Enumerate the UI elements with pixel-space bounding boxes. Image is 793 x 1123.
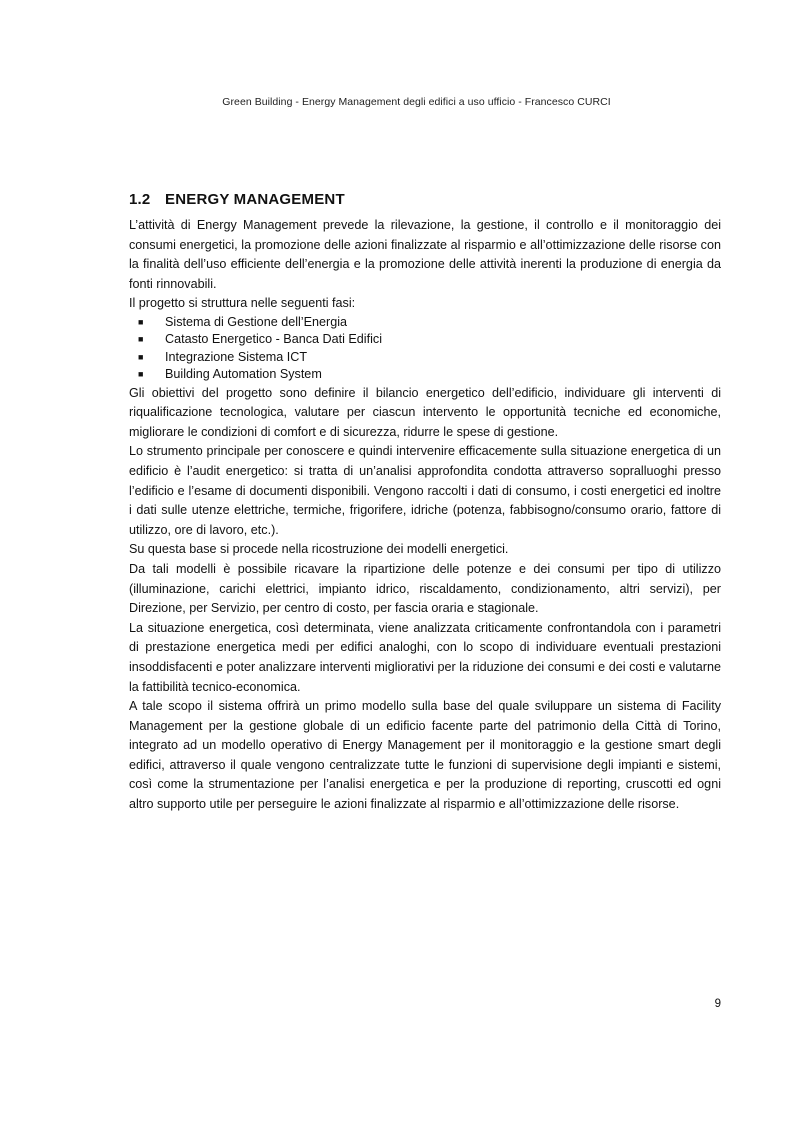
paragraph-models: Su questa base si procede nella ricostruzione dei modelli energetici. — [129, 542, 509, 557]
list-item: ■ Building Automation System — [129, 366, 721, 383]
paragraph-facility-management: A tale scopo il sistema offrirà un primo modello sulla base del quale sviluppare un sistema di Facility Management per la gestione globale di un edificio facente parte del patrimonio della Città di Torino, integrato ad un modello operativo di Energy Management per il monitoraggio e la gestione smart degli edifici, attraverso il quale vengono centralizzate tutte le funzioni di supervisione degli impianti e sistemi, così come la strumentazione per l’analisi energetica e per la produzione di reporting, cruscotti ed ogni altro supporto utile per perseguire le azioni finalizzate al risparmio e all’ottimizzazione delle risorse. — [129, 699, 721, 812]
square-bullet-icon: ■ — [138, 316, 144, 327]
paragraph-analysis: La situazione energetica, così determinata, viene analizzata criticamente confrontandola con i parametri di prestazione energetica medi per edifici analoghi, con lo scopo di individuare eventuali prestazioni insoddisfacenti e poter analizzare interventi migliorativi per la riduzione dei consumi e dei costi e valutarne la fattibilità tecnico-economica. — [129, 620, 721, 694]
page-body — [129, 190, 721, 815]
paragraph-breakdown: Da tali modelli è possibile ricavare la ripartizione delle potenze e dei consumi per tipo di utilizzo (illuminazione, carichi elettrici, impianto idrico, riscaldamento, condizionamento, altri servizi), per Direzione, per Servizio, per centro di costo, per fascia oraria e stagionale. — [129, 561, 721, 616]
page-number: 9 — [714, 998, 721, 1010]
paragraph-intro: L’attività di Energy Management prevede la rilevazione, la gestione, il controllo e il monitoraggio dei consumi energetici, la promozione delle azioni finalizzate al risparmio e all’ottimizzazione delle risorse con la finalità dell’uso efficiente dell’energia e la promozione delle attività inerenti la produzione di energia da fonti rinnovabili. — [129, 218, 721, 291]
running-header: Green Building - Energy Management degli edifici a uso ufficio - Francesco CURCI — [222, 96, 611, 108]
list-item: ■ Sistema di Gestione dell’Energia — [129, 314, 721, 331]
section-number: 1.2 — [129, 191, 151, 208]
paragraph-audit: Lo strumento principale per conoscere e quindi intervenire efficacemente sulla situazione energetica di un edificio è l’audit energetico: si tratta di un’analisi approfondita condotta attraverso sopralluoghi presso l’edificio e l’esame di documenti disponibili. Vengono raccolti i dati di consumo, i costi energetici ed inoltre i dati sulle utenze elettriche, termiche, frigorifere, idriche (potenza, fabbisogno/consumo orario, fattore di utilizzo, ore di lavoro, etc.). — [129, 444, 721, 537]
square-bullet-icon: ■ — [138, 351, 144, 362]
paragraph-objectives: Gli obiettivi del progetto sono definire il bilancio energetico dell’edificio, individuare gli interventi di riqualificazione tecnologica, valutare per ciascun intervento le opportunità tecniche ed economiche, migliorare le condizioni di comfort e di sicurezza, ridurre le spese di gestione. — [129, 385, 721, 439]
square-bullet-icon: ■ — [138, 334, 144, 345]
square-bullet-icon: ■ — [138, 369, 144, 380]
paragraph-phases-intro: Il progetto si struttura nelle seguenti fasi: — [129, 296, 356, 311]
phases-list — [129, 314, 721, 384]
section-title: ENERGY MANAGEMENT — [165, 191, 345, 208]
section-heading — [129, 190, 721, 210]
list-item: ■ Catasto Energetico - Banca Dati Edifici — [129, 331, 721, 348]
list-item: ■ Integrazione Sistema ICT — [129, 349, 721, 366]
